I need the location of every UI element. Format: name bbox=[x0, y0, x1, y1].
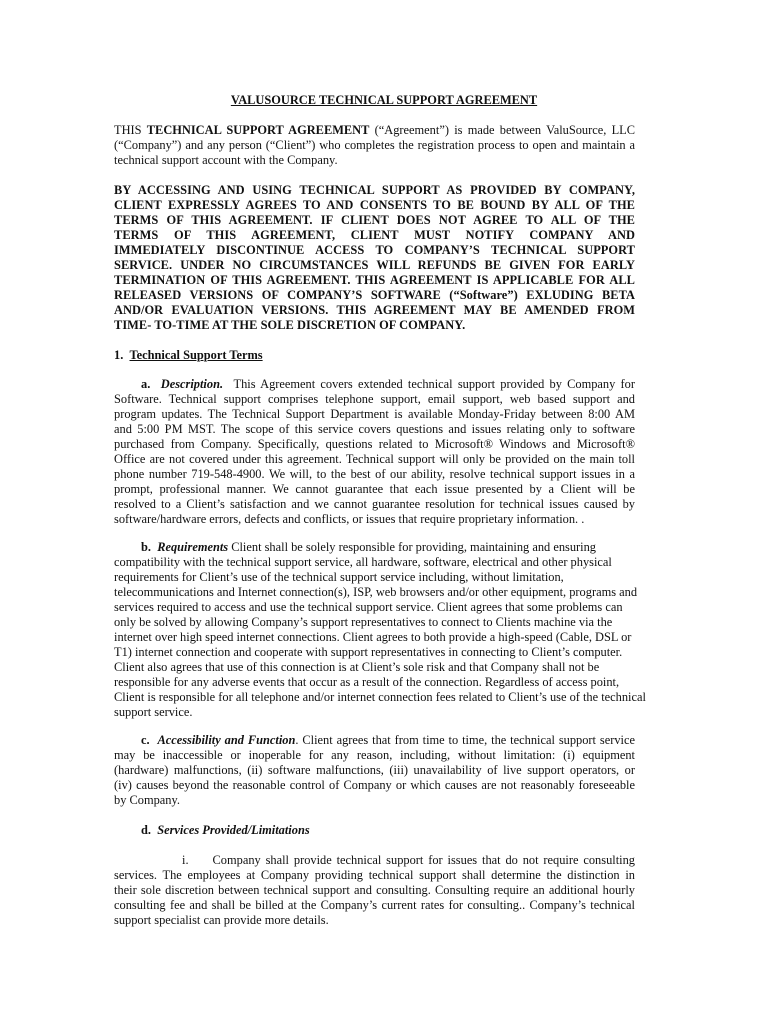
clause-b-line-1 bbox=[114, 540, 635, 555]
caps-line: SERVICE. UNDER NO CIRCUMSTANCES WILL REFUNDS BE GIVEN FOR EARLY bbox=[114, 258, 635, 272]
clause-text: Client shall be solely responsible for providing, maintaining and ensuring bbox=[228, 540, 596, 554]
caps-line: TIME- TO-TIME AT THE SOLE DISCRETION OF COMPANY. bbox=[114, 318, 466, 332]
clause-heading: Description. bbox=[160, 377, 224, 391]
intro-bold-term: TECHNICAL SUPPORT AGREEMENT bbox=[146, 123, 370, 137]
clause-heading: Services Provided/Limitations bbox=[157, 823, 310, 837]
clause-d-i-line: consulting fee and shall be billed at the Company’s current rates for consulting.. Company’s technical bbox=[114, 898, 635, 912]
section-1-heading bbox=[114, 348, 635, 363]
caps-line: RELEASED VERSIONS OF COMPANY’S SOFTWARE (“Software”) EXLUDING BETA bbox=[114, 288, 635, 302]
clause-a-line: Office are not covered under this agreement. Technical support will only be provided on the main toll bbox=[114, 452, 635, 466]
clause-label: b. bbox=[141, 540, 151, 554]
clause-c-line: (hardware) malfunctions, (ii) software malfunctions, (iii) unavailability of live support operators, or bbox=[114, 763, 635, 777]
clause-label: i. bbox=[182, 853, 189, 867]
intro-prefix: THIS bbox=[114, 123, 147, 137]
clause-b bbox=[114, 540, 646, 720]
caps-line: TERMS OF THIS AGREEMENT. IF CLIENT DOES NOT AGREE TO ALL OF THE bbox=[114, 213, 635, 227]
clause-a-line: prompt, professional manner. We cannot guarantee that each issue presented by a Client will be bbox=[114, 482, 635, 496]
clause-d-heading bbox=[114, 823, 635, 838]
caps-line: BY ACCESSING AND USING TECHNICAL SUPPORT AS PROVIDED BY COMPANY, bbox=[114, 183, 635, 197]
caps-line: CLIENT EXPRESSLY AGREES TO AND CONSENTS TO BE BOUND BY ALL OF THE bbox=[114, 198, 635, 212]
clause-a-line: and 5:00 PM MST. The scope of this service covers questions and issues relating only to software bbox=[114, 422, 635, 436]
clause-b-line: requirements for Client’s use of the technical support service including, without limitation, bbox=[114, 570, 564, 584]
clause-a bbox=[114, 377, 635, 527]
clause-d-i-line: services. The employees at Company providing technical support shall determine the distinction in bbox=[114, 868, 635, 882]
clause-heading: Requirements bbox=[157, 540, 229, 554]
clause-b-line: services required to access and use the technical support service. Client agrees that some problems can bbox=[114, 600, 623, 614]
clause-label: d. bbox=[141, 823, 151, 837]
clause-text: . Client agrees that from time to time, the technical support service bbox=[295, 733, 635, 747]
clause-b-line: responsible for any adverse events that occur as a result of the connection. Regardless of access point, bbox=[114, 675, 620, 689]
clause-a-line: purchased from Company. Specifically, questions related to Microsoft® Windows and Microsoft® bbox=[114, 437, 635, 451]
caps-line: AND/OR EVALUATION VERSIONS. THIS AGREEMENT MAY BE AMENDED FROM bbox=[114, 303, 635, 317]
clause-d-i-line-1 bbox=[114, 853, 635, 868]
clause-b-line: T1) internet connection and cooperate with support representatives in connecting to Client’s computer. bbox=[114, 645, 623, 659]
clause-c-line-1 bbox=[114, 733, 635, 748]
section-heading-text: Technical Support Terms bbox=[129, 348, 263, 362]
intro-suffix: (“Agreement”) is made between ValuSource, LLC bbox=[369, 123, 635, 137]
clause-d-i-line: support specialist can provide more details. bbox=[114, 913, 329, 927]
clause-b-line: Client is responsible for all telephone and/or internet connection fees related to Client’s use of the technical bbox=[114, 690, 646, 704]
clause-d-i bbox=[114, 853, 635, 928]
clause-c-line: (iv) causes beyond the reasonable control of Company or which causes are not reasonably foreseeable bbox=[114, 778, 635, 792]
clause-heading: Accessibility and Function bbox=[157, 733, 296, 747]
clause-a-line: Software. Technical support comprises telephone support, email support, web based support and bbox=[114, 392, 635, 406]
intro-line-3: technical support account with the Company. bbox=[114, 153, 338, 167]
caps-paragraph bbox=[114, 183, 635, 333]
clause-a-line: phone number 719-548-4900. We will, to the best of our ability, resolve technical support issues in a bbox=[114, 467, 635, 481]
clause-b-line: only be solved by allowing Company’s support representatives to connect to Clients machine via the bbox=[114, 615, 613, 629]
clause-a-line: resolved to a Client’s satisfaction and we cannot guarantee resolution for technical issues caused by bbox=[114, 497, 635, 511]
intro-line-1 bbox=[114, 123, 635, 138]
clause-b-line: telecommunications and Internet connection(s), ISP, web browsers and/or other equipment, programs and bbox=[114, 585, 638, 599]
clause-text: Company shall provide technical support for issues that do not require consulting bbox=[212, 853, 635, 867]
clause-a-line-1 bbox=[114, 377, 635, 392]
clause-a-line: software/hardware errors, defects and conflicts, or issues that require proprietary information. . bbox=[114, 512, 585, 526]
clause-d-i-line: their sole discretion between technical support and consulting. Consulting require an additional hourly bbox=[114, 883, 635, 897]
clause-b-line: support service. bbox=[114, 705, 193, 719]
clause-a-line: program updates. The Technical Support Department is available Monday-Friday between 8:00 AM bbox=[114, 407, 635, 421]
clause-text: This Agreement covers extended technical support provided by Company for bbox=[233, 377, 635, 391]
caps-line: TERMINATION OF THIS AGREEMENT. THIS AGREEMENT IS APPLICABLE FOR ALL bbox=[114, 273, 635, 287]
intro-line-2: (“Company”) and any person (“Client”) who completes the registration process to open and maintain a bbox=[114, 138, 635, 152]
clause-c-line: may be inaccessible or inoperable for any reason, including, without limitation: (i) equipment bbox=[114, 748, 635, 762]
caps-line: IMMEDIATELY DISCONTINUE ACCESS TO COMPANY’S TECHNICAL SUPPORT bbox=[114, 243, 635, 257]
clause-b-line: internet over high speed internet connections. Client agrees to both provide a high-speed (Cable, DSL or bbox=[114, 630, 632, 644]
section-number: 1. bbox=[114, 348, 124, 362]
caps-line: TERMS OF THIS AGREEMENT, CLIENT MUST NOTIFY COMPANY AND bbox=[114, 228, 635, 242]
clause-label: c. bbox=[141, 733, 150, 747]
document-title: VALUSOURCE TECHNICAL SUPPORT AGREEMENT bbox=[230, 93, 538, 107]
clause-b-line: compatibility with the technical support service, all hardware, software, electrical and other physical bbox=[114, 555, 612, 569]
clause-c-line: by Company. bbox=[114, 793, 180, 807]
clause-b-line: Client also agrees that use of this connection is at Client’s sole risk and that Company shall not be bbox=[114, 660, 600, 674]
clause-c bbox=[114, 733, 635, 808]
intro-paragraph bbox=[114, 123, 635, 168]
clause-label: a. bbox=[141, 377, 151, 391]
